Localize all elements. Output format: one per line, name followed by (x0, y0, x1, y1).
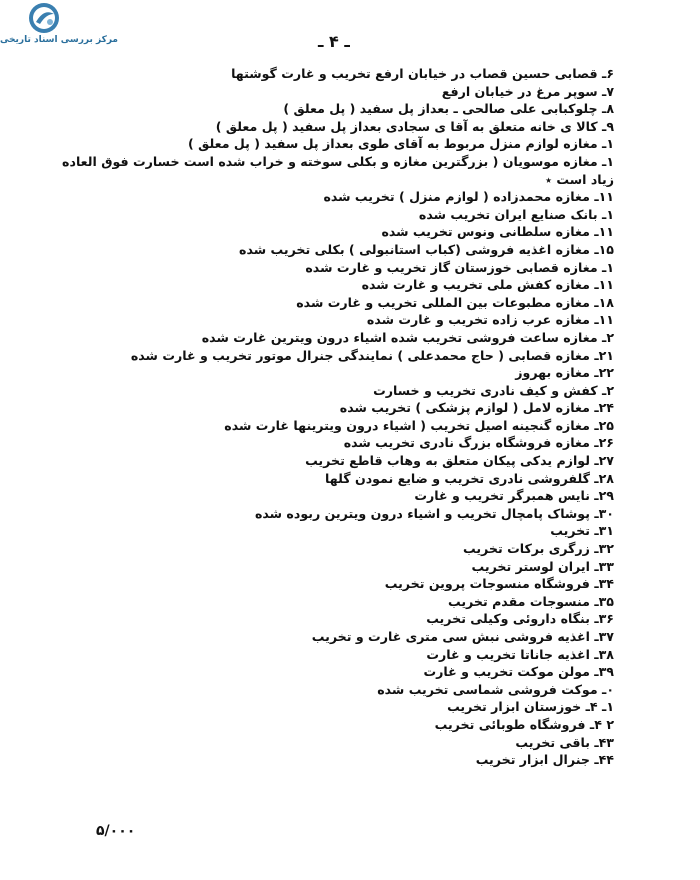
document-line: ۲۸ـ گلفروشی نادری تخریب و ضایع نمودن گلها (325, 470, 614, 486)
footer-amount: ۵/۰۰۰ (96, 823, 136, 839)
document-line: ۳۶ـ بنگاه داروئی وکیلی تخریب (426, 611, 614, 627)
document-line: ۰ـ موکت فروشی شماسی تخریب شده (377, 681, 614, 697)
document-line: ۱ـ ۴ـ خوزستان ابزار تخریب (447, 699, 614, 715)
document-line: ۲ـ کفش و کیف نادری تخریب و خسارت (373, 382, 614, 398)
document-line: ۱ـ مغازه لوازم منزل مربوط به آقای طوی بعداز پل سفید ( پل معلق ) (187, 136, 614, 152)
document-line: ۱۱ـ مغازه سلطانی ونوس تخریب شده (381, 224, 614, 240)
document-line: ۳۵ـ منسوجات مقدم تخریب (447, 593, 614, 609)
document-line: ۲ ۴ـ فروشگاه طوبائی تخریب (434, 716, 614, 732)
document-line: ۳۲ـ زرگری برکات تخریب (462, 541, 614, 557)
document-line: ۳۰ـ پوشاک پامچال تخریب و اشیاء درون ویترین ربوده شده (254, 505, 614, 521)
document-body (54, 65, 614, 769)
document-line: ۲۶ـ مغازه فروشگاه بزرگ نادری تخریب شده (343, 435, 614, 451)
archive-logo (0, 2, 118, 54)
document-line: ۳۹ـ مولن موکت تخریب و غارت (423, 664, 614, 680)
document-line: ۳۳ـ ایران لوستر تخریب (471, 558, 614, 574)
document-line: ۳۸ـ اغذیه جاناتا تخریب و غارت (426, 646, 614, 662)
document-line: ۱۱ـ مغازه عرب زاده تخریب و غارت شده (366, 312, 614, 328)
document-line: ۱۱ـ مغازه کفش ملی تخریب و غارت شده (361, 277, 614, 293)
document-line: ۳۴ـ فروشگاه منسوجات پروین تخریب (384, 576, 614, 592)
document-line: ۴۳ـ باقی تخریب (515, 734, 614, 750)
document-line: ۲۹ـ نایس همبرگر تخریب و غارت (414, 488, 614, 504)
document-line: ۷ـ سوپر مرغ در خیابان ارفع (441, 83, 614, 99)
document-line: ۱۱ـ مغازه محمدزاده ( لوازم منزل ) تخریب شده (323, 189, 614, 205)
document-line: ۸ـ چلوکبابی علی صالحی ـ بعداز پل سفید ( پل معلق ) (283, 101, 614, 117)
document-line: ۱۵ـ مغازه اغذیه فروشی (کباب استانبولی ) بکلی تخریب شده (239, 241, 614, 257)
page-number: ـ ۴ ـ (318, 32, 350, 51)
archive-emblem-icon (28, 2, 60, 34)
document-line: ۶ـ قصابی حسین قصاب در خیابان ارفع تخریب و غارت گوشتها (231, 66, 614, 81)
document-line: ۲۲ـ مغازه بهروز (515, 365, 614, 381)
document-line: زیاد است ٭ (545, 171, 614, 187)
document-line: ۳۷ـ اغذیه فروشی نبش سی متری غارت و تخریب (311, 629, 614, 644)
document-line: ۴۴ـ جنرال ابزار تخریب (475, 752, 614, 768)
document-line: ۳۱ـ تخریب (550, 523, 614, 539)
archive-logo-text: مرکز بررسی اسناد تاریخی (0, 35, 118, 45)
document-line: ۲۵ـ مغازه گنجینه اصیل تخریب ( اشیاء درون ویترینها غارت شده (224, 417, 614, 433)
document-line: ۱ـ بانک صنایع ایران تخریب شده (418, 206, 614, 222)
document-line: ۱۸ـ مغازه مطبوعات بین المللی تخریب و غارت شده (296, 294, 614, 310)
document-line: ۲۴ـ مغازه لامل ( لوازم پزشکی ) تخریب شده (339, 400, 614, 416)
document-line: ۱ـ مغازه موسویان ( بزرگترین مغازه و بکلی سوخته و خراب شده است خسارت فوق العاده (62, 153, 614, 169)
document-line: ۲ـ مغازه ساعت فروشی تخریب شده اشیاء درون ویترین غارت شده (201, 329, 614, 345)
document-line: ۱ـ مغازه قصابی خوزستان گاز تخریب و غارت شده (305, 259, 614, 275)
document-line: ۲۱ـ مغازه قصابی ( حاج محمدعلی ) نمایندگی جنرال موتور تخریب و غارت شده (130, 347, 614, 363)
document-line: ۹ـ کالا ی خانه متعلق به آقا ی سجادی بعداز پل سفید ( پل معلق ) (215, 118, 614, 134)
document-line: ۲۷ـ لوازم یدکی پیکان متعلق به وهاب قاطع تخریب (305, 453, 614, 469)
